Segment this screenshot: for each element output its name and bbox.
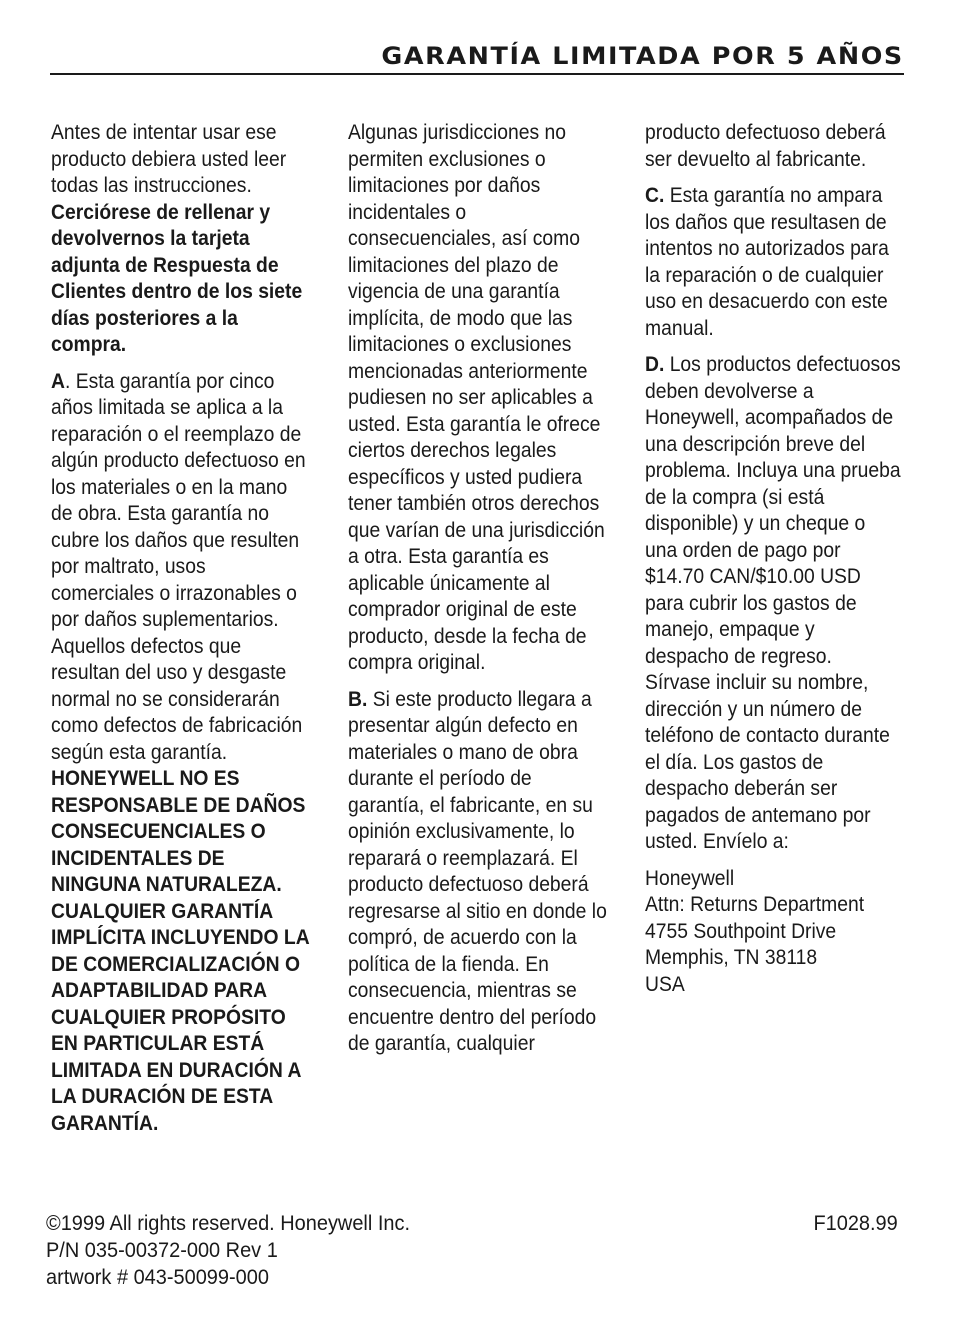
- section-a-text: . Esta garantía por cinco años limitada se aplica a la reparación o el reemplazo de algún producto defectuoso en los materiales o en la mano de obra. Esta garantía no cubre los daños que resulten por maltrato, usos comerciales o irrazonables o por daños suplementarios. Aquellos defectos que resultan del uso y desgaste normal no se considerarán como defectos de fabricación según esta garantía.: [51, 369, 306, 764]
- section-a: [51, 369, 313, 1138]
- column-2: [348, 120, 610, 1068]
- address-line: 4755 Southpoint Drive: [645, 919, 837, 943]
- column-1: [51, 120, 313, 1147]
- address-line: USA: [645, 972, 685, 996]
- section-a-label: A: [51, 369, 65, 393]
- section-c-text: Esta garantía no ampara los daños que resultasen de intentos no autorizados para la reparación o de cualquier uso en desacuerdo con este manual.: [645, 184, 889, 340]
- intro-bold-text: Cerciórese de rellenar y devolvernos la tarjeta adjunta de Respuesta de Clientes dentro de los siete días posteriores a la compra.: [51, 200, 303, 356]
- continuation-paragraph: producto defectuoso deberá ser devuelto al fabricante.: [645, 121, 886, 171]
- document-code: F1028.99: [813, 1212, 898, 1235]
- section-b-text: Si este producto llegara a presentar algún defecto en materiales o mano de obra durante el período de garantía, el fabricante, en su opinión exclusivamente, lo reparará o reemplazará. El producto defectuoso deberá regresarse al sitio en donde lo compró, de acuerdo con la política de la fienda. En consecuencia, mientras se encuentre dentro del período de garantía, cualquier: [348, 687, 607, 1055]
- intro-text: Antes de intentar usar ese producto debiera usted leer todas las instrucciones.: [51, 121, 287, 197]
- footer: [46, 1210, 410, 1291]
- artwork-line: artwork # 043-50099-000: [46, 1266, 269, 1289]
- address-line: Honeywell: [645, 866, 735, 890]
- section-c-label: C.: [645, 184, 665, 207]
- disclaimer-text: HONEYWELL NO ES RESPONSABLE DE DAÑOS CONSECUENCIALES O INCIDENTALES DE NINGUNA NATURALEZA. CUALQUIER GARANTÍA IMPLÍCITA INCLUYENDO LA DE COMERCIALIZACIÓN O ADAPTABILIDAD PARA CUALQUIER PROPÓSITO EN PARTICULAR ESTÁ LIMITADA EN DURACIÓN A LA DURACIÓN DE ESTA GARANTÍA.: [51, 767, 309, 1135]
- column-3: [645, 120, 901, 998]
- intro-paragraph: [51, 120, 313, 359]
- address-line: Attn: Returns Department: [645, 893, 865, 916]
- section-b-label: B.: [348, 687, 368, 711]
- address-line: Memphis, TN 38118: [645, 946, 818, 969]
- copyright-line: ©1999 All rights reserved. Honeywell Inc.: [46, 1212, 411, 1235]
- section-d: [645, 352, 901, 856]
- page-title: GARANTÍA LIMITADA POR 5 AÑOS: [381, 42, 904, 70]
- return-address: [645, 866, 901, 999]
- section-c: [645, 183, 901, 342]
- jurisdictions-paragraph: Algunas jurisdicciones no permiten exclusiones o limitaciones por daños incidentales o consecuenciales, así como limitaciones del plazo de vigencia de una garantía implícita, de modo que las limitaciones o exclusiones mencionadas anteriormente pudiesen no ser aplicables a usted. Esta garantía le ofrece ciertos derechos legales específicos y usted pudiera tener también otros derechos que varían de una jurisdicción a otra. Esta garantía es aplicable únicamente al comprador original de este producto, desde la fecha de compra original.: [348, 121, 605, 674]
- section-d-text: Los productos defectuosos deben devolverse a Honeywell, acompañados de una descripción breve del problema. Incluya una prueba de la compra (si está disponible) y un cheque o una orden de pago por $14.70 CAN/$10.00 USD para cubrir los gastos de manejo, empaque y despacho de regreso. Sírvase incluir su nombre, dirección y un número de teléfono de contacto durante el día. Los gastos de despacho deberán ser pagados de antemano por usted. Envíelo a:: [645, 353, 901, 853]
- part-number-line: P/N 035-00372-000 Rev 1: [46, 1239, 278, 1262]
- header-divider: [50, 73, 904, 75]
- section-b: [348, 687, 610, 1058]
- section-d-label: D.: [645, 353, 665, 376]
